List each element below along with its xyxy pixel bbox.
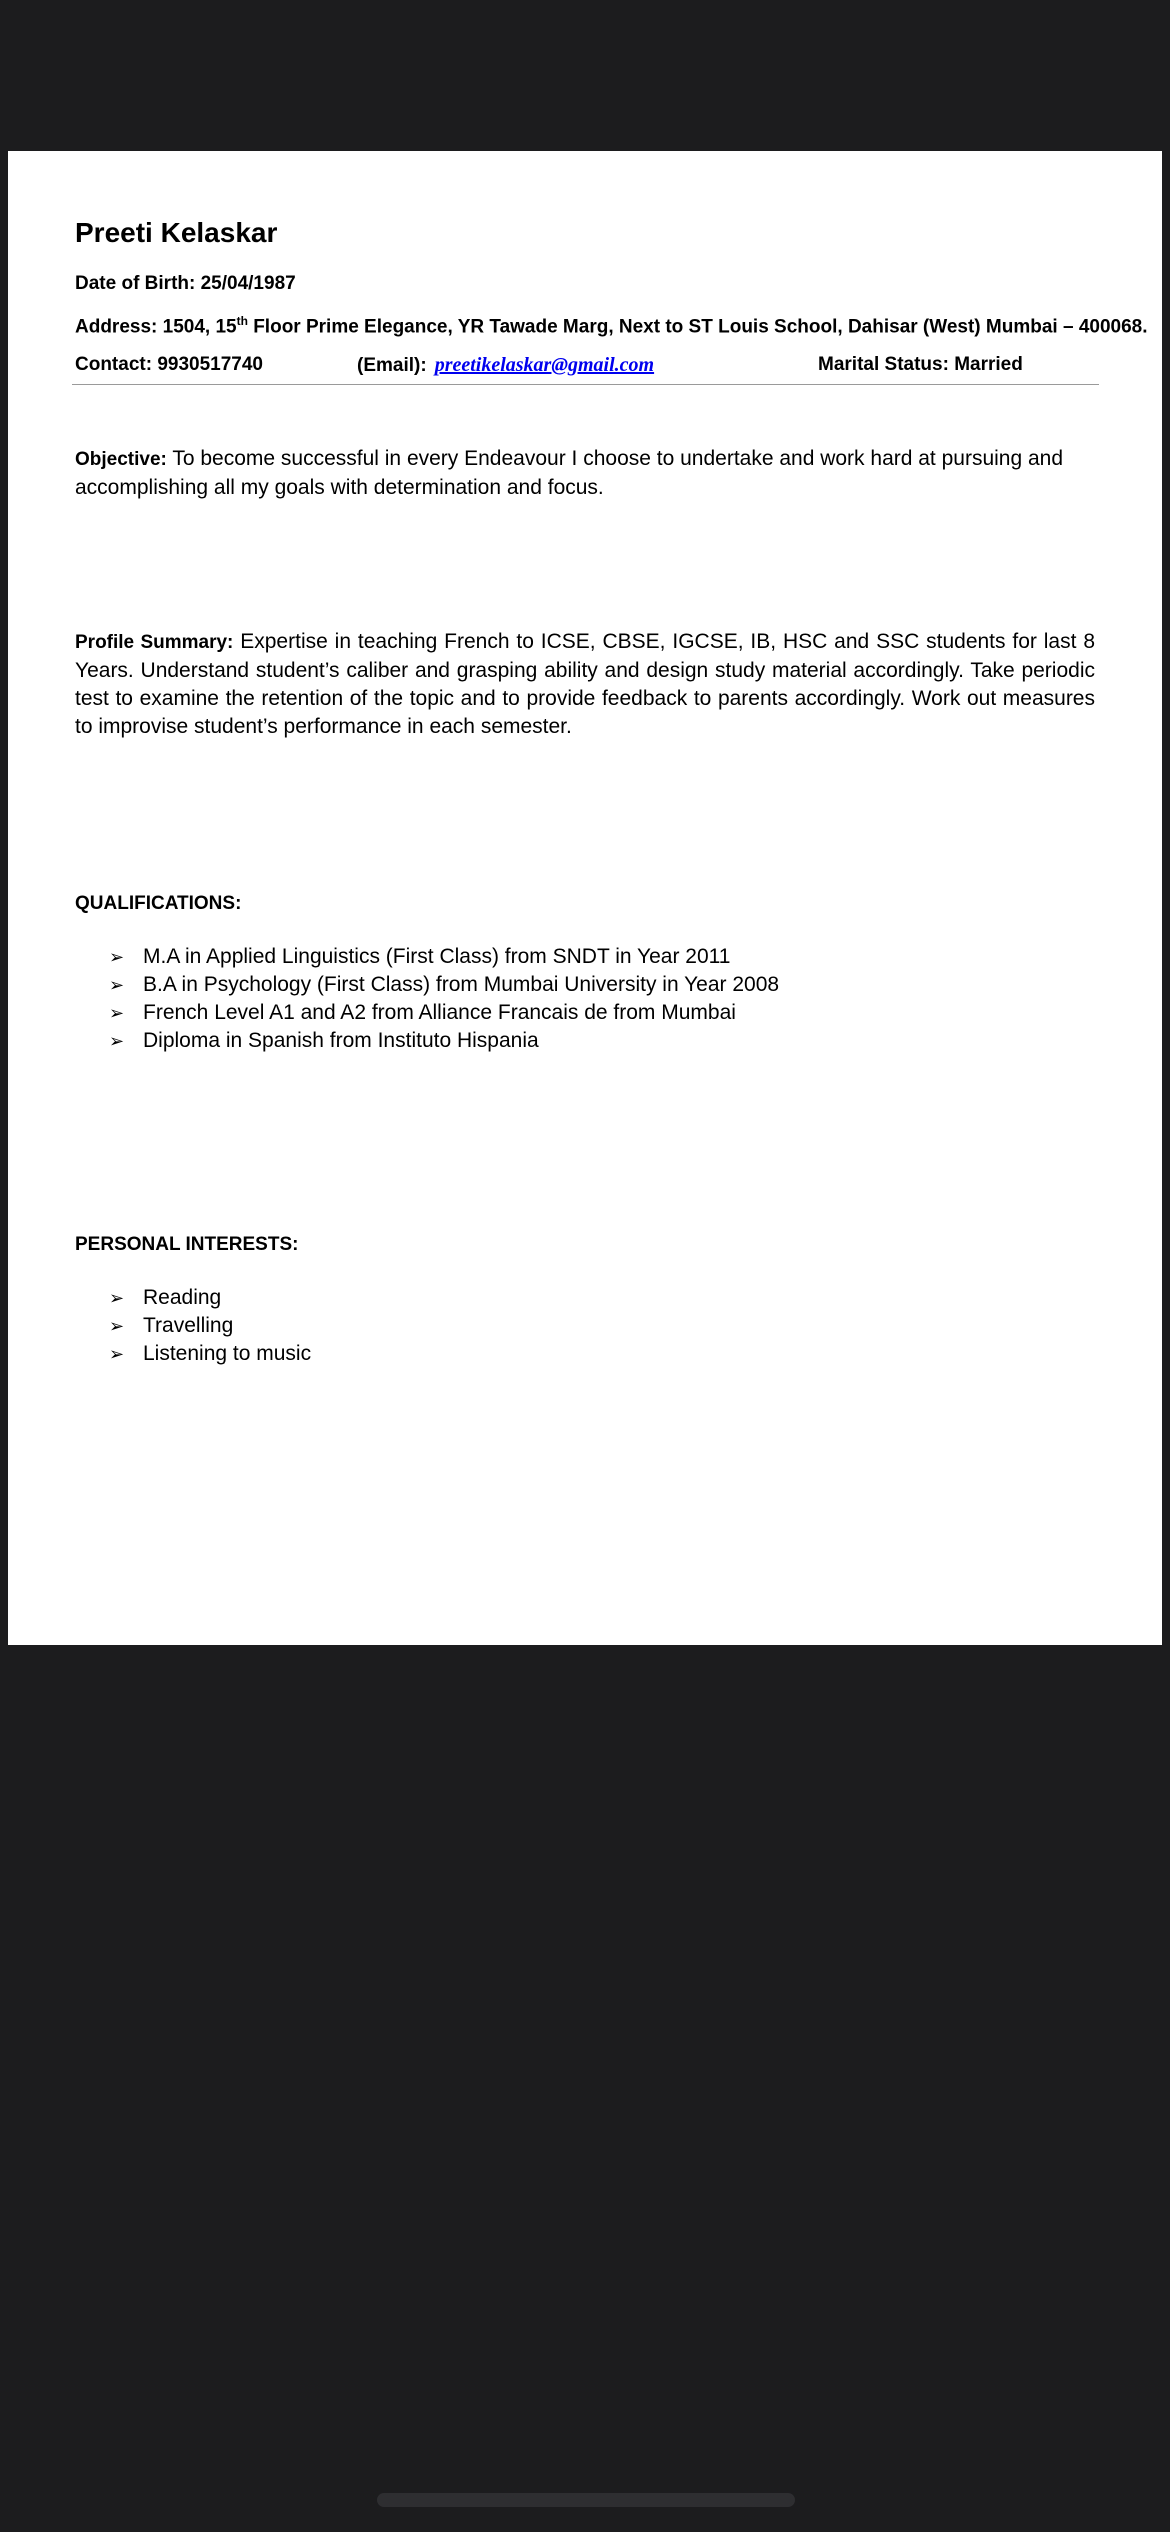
qualification-text: B.A in Psychology (First Class) from Mumbai University in Year 2008: [143, 973, 780, 996]
list-item: [75, 1284, 311, 1312]
personal-interests-heading: PERSONAL INTERESTS:: [75, 1234, 299, 1255]
address-superscript: th: [236, 314, 248, 328]
list-item: [75, 971, 779, 999]
contact-number: Contact: 9930517740: [75, 354, 263, 375]
address-text-start: Address: 1504, 15: [75, 316, 237, 338]
interest-text: Travelling: [143, 1314, 234, 1337]
email-label: (Email):: [357, 355, 427, 376]
arrow-bullet-icon: ➢: [109, 1288, 125, 1308]
email-field: [357, 354, 654, 377]
marital-status: Marital Status: Married: [818, 354, 1023, 375]
arrow-bullet-icon: ➢: [109, 947, 125, 967]
date-of-birth: Date of Birth: 25/04/1987: [75, 273, 296, 294]
arrow-bullet-icon: ➢: [109, 1344, 125, 1364]
list-item: [75, 943, 779, 971]
objective-label: Objective:: [75, 449, 167, 470]
profile-summary-section: [75, 628, 1095, 741]
interest-text: Reading: [143, 1286, 222, 1309]
objective-text: To become successful in every Endeavour I choose to undertake and work hard at pursuing and accomplishing all my goals with determination and focus.: [75, 447, 1064, 499]
arrow-bullet-icon: ➢: [109, 975, 125, 995]
interest-text: Listening to music: [143, 1342, 312, 1365]
document-page: [8, 151, 1162, 1645]
header-divider: [72, 384, 1099, 385]
qualification-text: Diploma in Spanish from Instituto Hispania: [143, 1029, 539, 1052]
email-link[interactable]: preetikelaskar@gmail.com: [434, 354, 655, 376]
arrow-bullet-icon: ➢: [109, 1003, 125, 1023]
list-item: [75, 1340, 311, 1368]
contact-row: [75, 354, 1095, 380]
qualification-text: French Level A1 and A2 from Alliance Francais de from Mumbai: [143, 1001, 736, 1024]
arrow-bullet-icon: ➢: [109, 1031, 125, 1051]
arrow-bullet-icon: ➢: [109, 1316, 125, 1336]
profile-summary-label: Profile Summary:: [75, 632, 234, 653]
profile-summary-text: Expertise in teaching French to ICSE, CBSE, IGCSE, IB, HSC and SSC students for last 8 Years. Understand student’s caliber and grasping ability and design study material accordingly. Take periodic test to examine the retention of the topic and to provide feedback to parents accordingly. Work out measures to improvise student’s performance in each semester.: [75, 630, 1095, 738]
address: [75, 314, 1148, 338]
address-text-end: Floor Prime Elegance, YR Tawade Marg, Next to ST Louis School, Dahisar (West) Mumbai – 400068.: [247, 316, 1148, 338]
qualifications-list: [75, 943, 779, 1055]
qualifications-heading: QUALIFICATIONS:: [75, 893, 242, 914]
list-item: [75, 1312, 311, 1340]
home-indicator[interactable]: [377, 2493, 795, 2507]
list-item: [75, 999, 779, 1027]
list-item: [75, 1027, 779, 1055]
candidate-name: Preeti Kelaskar: [75, 217, 278, 248]
interests-list: [75, 1284, 311, 1368]
objective-section: [75, 445, 1095, 502]
qualification-text: M.A in Applied Linguistics (First Class) from SNDT in Year 2011: [143, 945, 731, 968]
